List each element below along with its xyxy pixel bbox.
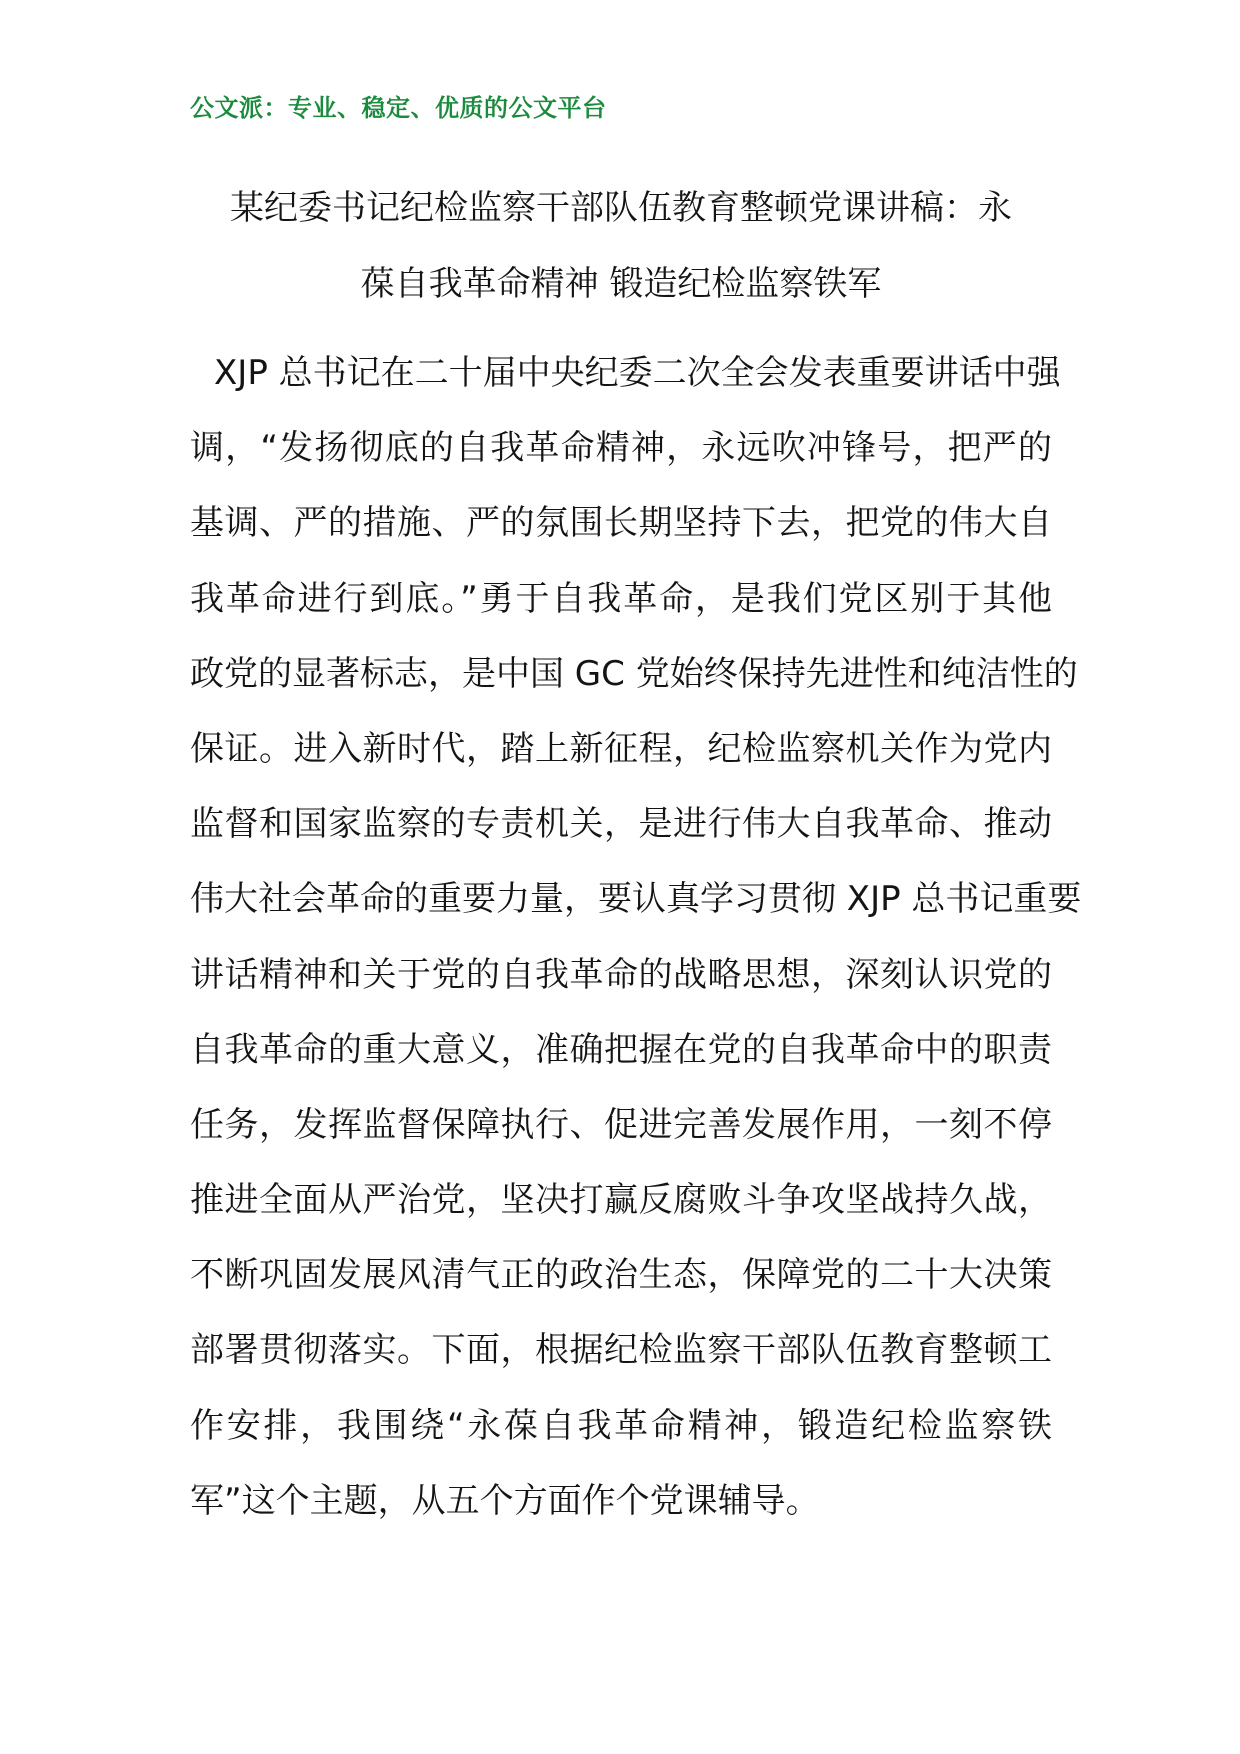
body-line: 军”这个主题，从五个方面作个党课辅导。: [190, 1480, 820, 1521]
body-line: 我革命进行到底。”勇于自我革命，是我们党区别于其他: [190, 578, 1052, 619]
body-line: 部署贯彻落实。下面，根据纪检监察干部队伍教育整顿工: [190, 1330, 1052, 1371]
body-line: 保证。进入新时代，踏上新征程，纪检监察机关作为党内: [190, 728, 1052, 769]
header-slogan: 公文派：专业、稳定、优质的公文平台: [190, 94, 607, 122]
document-title: [190, 170, 1052, 322]
body-line: 讲话精神和关于党的自我革命的战略思想，深刻认识党的: [190, 954, 1052, 995]
title-line: 葆自我革命精神 锻造纪检监察铁军: [360, 264, 882, 304]
body-line: 作安排，我围绕“永葆自我革命精神，锻造纪检监察铁: [190, 1405, 1052, 1446]
title-line: 某纪委书记纪检监察干部队伍教育整顿党课讲稿：永: [230, 188, 1012, 228]
body-line: XJP 总书记在二十届中央纪委二次全会发表重要讲话中强: [214, 353, 1061, 393]
document-body: [190, 336, 1082, 1539]
body-line: 自我革命的重大意义，准确把握在党的自我革命中的职责: [190, 1029, 1052, 1070]
body-line: 推进全面从严治党，坚决打赢反腐败斗争攻坚战持久战，: [190, 1180, 1052, 1221]
body-line: 伟大社会革命的重要力量，要认真学习贯彻 XJP 总书记重要: [190, 879, 1082, 920]
body-line: 调，“发扬彻底的自我革命精神，永远吹冲锋号，把严的: [190, 428, 1052, 469]
body-line: 不断巩固发展风清气正的政治生态，保障党的二十大决策: [190, 1255, 1052, 1296]
body-line: 政党的显著标志，是中国 GC 党始终保持先进性和纯洁性的: [190, 653, 1078, 694]
body-line: 任务，发挥监督保障执行、促进完善发展作用，一刻不停: [190, 1104, 1052, 1145]
body-line: 监督和国家监察的专责机关，是进行伟大自我革命、推动: [190, 804, 1052, 845]
body-line: 基调、严的措施、严的氛围长期坚持下去，把党的伟大自: [190, 503, 1052, 544]
